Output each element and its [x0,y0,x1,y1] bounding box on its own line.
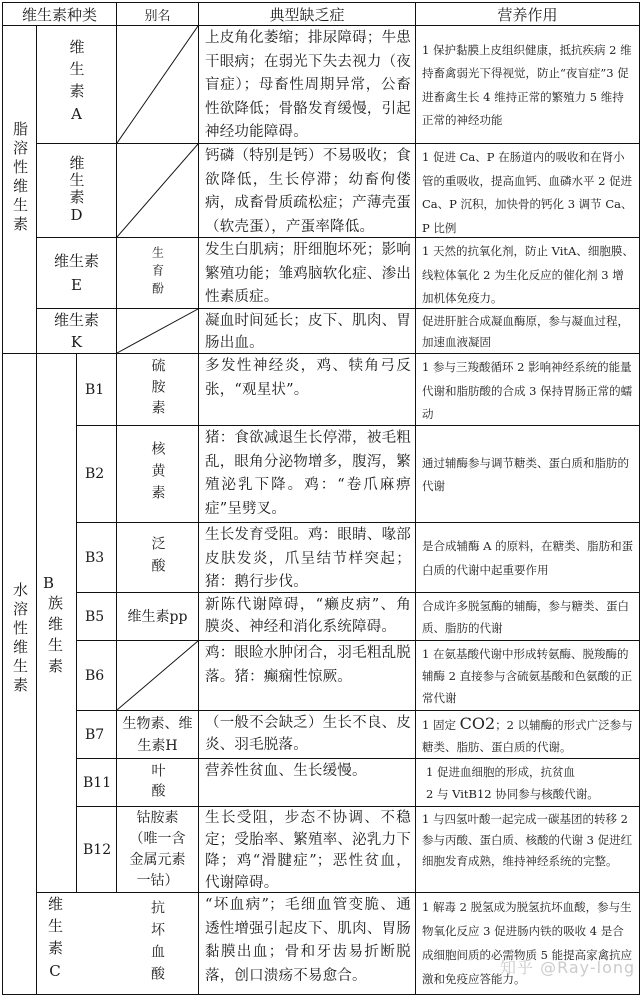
b5-name-label: B5 [85,608,105,625]
vitamin-d-name [36,143,117,238]
vitamin-a-name [36,25,117,144]
b3-symptoms-text: 生长发育受阻。鸡：眼睛、喙部皮肤发炎，爪呈结节样突起；猪：鹅行步伐。 [205,527,411,590]
b3-name [76,522,117,593]
b3-symptoms [198,522,416,593]
b6-symptoms [198,640,416,711]
b12-name [76,806,117,893]
b5-symptoms [198,592,416,641]
b1-alias [116,353,199,426]
b5-functions-text: 合成许多脱氢酶的辅酶，参与糖类、蛋白质、脂肪的代谢 [422,599,629,635]
vitamin-a-name-label: 维生素A [67,39,86,130]
vitamin-k-name [36,308,117,354]
vitamin-a-functions [415,25,640,144]
b3-alias [116,522,199,593]
b6-symptoms-text: 鸡：眼睑水肿闭合，羽毛粗乱脱落。猪：癫痫性惊厥。 [205,645,411,685]
b2-functions-text: 通过辅酶参与调节糖类、蛋白质和脂肪的代谢 [422,455,629,493]
b1-name-label: B1 [85,381,105,398]
vitamin-e-name [36,237,117,309]
watermark: 知乎 @Ray-long [500,958,636,977]
header-category-label: 维生素种类 [21,5,97,24]
header-symptoms-label: 典型缺乏症 [269,5,345,24]
b7-functions-pre: 1 固定 [422,718,460,732]
b6-functions [415,640,640,711]
group-water-soluble-label: 水溶性维生素 [11,582,29,696]
b1-functions-text: 1 参与三羧酸循环 2 影响神经系统的能量代谢和脂肪酸的合成 3 保持胃肠正常的蠕动 [422,360,633,421]
b11-name-label: B11 [83,774,112,791]
header-functions-label: 营养作用 [497,5,558,24]
b12-functions [415,806,640,893]
vitamin-d-functions [415,143,640,238]
b2-symptoms [198,425,416,523]
b2-alias-label: 核黄素 [149,441,166,507]
vitamin-d-functions-text: 1 促进 Ca、P 在肠道内的吸收和在肾小管的重吸收，提高血钙、血磷水平 2 促进 Ca、P 沉积，加快骨的钙化 3 调节 Ca、P 比例 [422,150,633,235]
b12-symptoms-text: 生长受阻，步态不协调、不稳定；受胎率、繁殖率、泌乳力下降；鸡“滑腱症”；恶性贫血，代谢障碍。 [205,810,411,891]
b3-alias-label: 泛酸 [149,535,166,580]
vitamin-k-symptoms-text: 凝血时间延长；皮下、肌肉、胃肠出血。 [205,313,411,351]
b2-name [76,425,117,523]
diagonal-slash-icon [117,641,198,710]
vitamin-k-name-label: 维生素K [53,311,99,351]
b11-functions-line1: 1 促进血细胞的形成，抗贫血 [426,765,575,779]
header-alias [116,2,199,26]
header-symptoms [198,2,416,26]
group-fat-soluble [2,25,37,354]
vitamin-e-symptoms-text: 发生白肌病；肝细胞坏死；影响繁殖功能；雏鸡脑软化症、渗出性素质症。 [205,242,411,305]
b2-alias [116,425,199,523]
b5-name [76,592,117,641]
vitamin-a-alias-empty [116,25,199,144]
vitamin-e-functions [415,237,640,309]
vitamin-e-alias [116,237,199,309]
diagonal-slash-icon [117,144,198,237]
vitamin-c-alias [116,892,199,995]
group-water-soluble [2,353,37,995]
group-fat-soluble-label: 脂溶性维生素 [11,121,29,235]
b6-alias-empty [116,640,199,711]
vitamin-a-symptoms-text: 上皮角化萎缩；排尿障碍；牛患干眼病；在弱光下失去视力（夜盲症）；母畜性周期异常，公畜性欲降低；骨骼发育缓慢，引起神经功能障碍。 [205,30,411,140]
b5-alias [116,592,199,641]
b1-symptoms-text: 多发性神经炎，鸡、犊角弓反张，“观星状”。 [205,358,411,398]
vitamin-d-alias-empty [116,143,199,238]
b12-alias-label: 钴胺素（唯一含金属元素一钴） [129,809,186,889]
vitamin-c-symptoms [198,892,416,995]
group-b-vitamins [36,353,77,893]
header-alias-label: 别名 [144,8,171,24]
b7-name [76,710,117,759]
b7-functions-co2: CO2 [459,714,496,733]
b3-functions [415,522,640,593]
vitamin-c-functions-text: 1 解毒 2 脱氢成为脱氢抗坏血酸，参与生物氧化反应 3 促进肠内铁的吸收 4 是合成细胞间质的必需物质 5 能提高家禽抗应激和免疫应答能力。 [422,900,633,986]
b6-functions-text: 1 在氨基酸代谢中形成转氨酶、脱羧酶的辅酶 2 直接参与含硫氨基酸和色氨酸的正常代谢 [422,647,633,705]
vitamin-c-alias-label: 抗坏血酸 [149,899,165,988]
group-b-label: 族维生素 [46,595,64,679]
b2-name-label: B2 [85,466,105,482]
b7-functions [415,710,640,759]
vitamin-k-functions-text: 促进肝脏合成凝血酶原，参与凝血过程，加速血液凝固 [422,314,629,349]
diagonal-slash-icon [117,309,198,353]
diagonal-slash-icon [117,26,198,143]
b5-functions [415,592,640,641]
vitamin-d-symptoms-text: 钙磷（特别是钙）不易吸收；食欲降低，生长停滞；幼畜佝偻病，成畜骨质疏松症；产薄壳蛋（软壳蛋），产蛋率降低。 [205,148,411,235]
b7-name-label: B7 [85,726,105,743]
vitamin-a-symptoms [198,25,416,144]
b7-alias [116,710,199,759]
b5-alias-label: 维生素pp [127,608,188,625]
vitamin-e-name-label: 维生素E [53,252,99,294]
vitamin-k-alias-empty [116,308,199,354]
b7-functions-post: ；2 以辅酶的形式广泛参与糖类、脂肪、蛋白质的代谢。 [422,718,633,754]
b12-functions-text: 1 与四氢叶酸一起完成一碳基团的转移 2 参与丙酸、蛋白质、核酸的代谢 3 促进红细胞发育成熟，维持神经系统的完整。 [422,812,633,868]
group-b-letter: B [43,574,55,592]
b5-symptoms-text: 新陈代谢障碍，“癞皮病”、角膜炎、神经和消化系统障碍。 [205,597,411,635]
vitamin-c-name-label: 维生素C [46,896,64,987]
b11-alias [116,758,199,807]
b1-alias-label: 硫胺素 [149,358,166,421]
vitamin-e-functions-text: 1 天然的抗氧化剂，防止 VitA、细胞膜、线粒体氧化 2 为生化反应的催化剂 3 增加机体免疫力。 [422,244,634,305]
vitamin-e-alias-label: 生育酚 [150,246,165,300]
b11-symptoms [198,758,416,807]
vitamin-k-symptoms [198,308,416,354]
b7-alias-label: 生物素、维生素H [122,715,193,754]
vitamin-k-functions [415,308,640,354]
vitamin-c-symptoms-text: “坏血病”；毛细血管变脆、通透性增强引起皮下、肌肉、胃肠黏膜出血；骨和牙齿易折断脱落，创口溃疡不易愈合。 [205,897,411,984]
b2-functions [415,425,640,523]
b1-functions [415,353,640,426]
b7-symptoms [198,710,416,759]
vitamin-a-functions-text: 1 保护黏膜上皮组织健康，抵抗疾病 2 维持畜禽弱光下得视觉，防止“夜盲症”3 促进畜禽生长 4 维持正常的繁殖力 5 维持正常的神经功能 [422,42,632,127]
b11-functions [415,758,640,807]
vitamin-d-name-label: 维生素D [67,155,86,226]
b6-name [76,640,117,711]
b12-name-label: B12 [83,841,112,858]
b2-symptoms-text: 猪：食欲减退生长停滞，被毛粗乱，眼角分泌物增多，腹泻，繁殖泌乳下降。鸡：“卷爪麻痹症”呈劈叉。 [205,430,411,517]
b11-symptoms-text: 营养性贫血、生长缓慢。 [205,763,367,779]
b6-name-label: B6 [85,667,105,684]
b12-alias [116,806,199,893]
b12-symptoms [198,806,416,893]
header-functions [415,2,640,26]
b7-symptoms-text: （一般不会缺乏）生长不良、皮炎、羽毛脱落。 [205,715,411,753]
b1-name [76,353,117,426]
b3-functions-text: 是合成辅酶 A 的原料，在糖类、脂肪和蛋白质的代谢中起重要作用 [422,539,634,577]
header-category [2,2,117,26]
b3-name-label: B3 [85,549,105,566]
b11-name [76,758,117,807]
b1-symptoms [198,353,416,426]
b11-functions-line2: 2 与 VitB12 协同参与核酸代谢。 [426,787,599,801]
vitamin-e-symptoms [198,237,416,309]
b11-alias-label: 叶酸 [149,762,166,803]
vitamin-c-functions [415,892,640,995]
vitamin-d-symptoms [198,143,416,238]
